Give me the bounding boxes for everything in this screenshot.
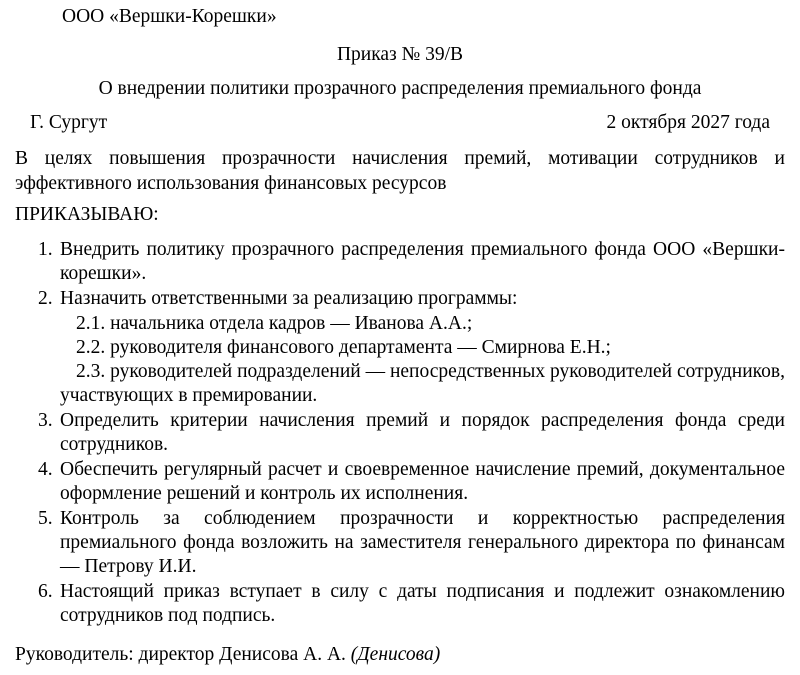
order-date: 2 октября 2027 года (606, 112, 770, 133)
signature-line (15, 644, 440, 666)
city: Г. Сургут (30, 112, 108, 133)
list-item (0, 238, 800, 286)
subitem: 2.3. руководителей подразделений — непосредственных руководителей сотрудников, участвующих в премировании. (60, 361, 785, 406)
signature-label: Руководитель: директор Денисова А. А. (15, 644, 346, 665)
subitem: 2.1. начальника отдела кадров — Иванова А.А.; (76, 313, 473, 334)
item-text: Настоящий приказ вступает в силу с даты подписания и подлежит ознакомлению сотрудников под подпись. (60, 581, 785, 626)
item-number: 5. (38, 508, 53, 529)
item-text: Внедрить политику прозрачного распределения премиального фонда ООО «Вершки-корешки». (60, 239, 785, 284)
item-number: 1. (38, 239, 53, 260)
preamble: В целях повышения прозрачности начисления премий, мотивации сотрудников и эффективного использования финансовых ресурсов (15, 148, 785, 194)
item-text: Обеспечить регулярный расчет и своевременное начисление премий, документальное оформление решений и контроль их исполнения. (60, 459, 785, 504)
list-item (0, 287, 800, 311)
list-item (0, 507, 800, 579)
item-text: Назначить ответственными за реализацию программы: (60, 288, 518, 309)
organization-name: ООО «Вершки-Корешки» (62, 6, 277, 27)
list-item (0, 458, 800, 506)
subitem: 2.2. руководителя финансового департамента — Смирнова Е.Н.; (76, 337, 611, 358)
item-text: Контроль за соблюдением прозрачности и корректностью распределения премиального фонда возложить на заместителя генерального директора по финансам — Петрову И.И. (60, 508, 785, 577)
list-item (0, 409, 800, 457)
order-word: ПРИКАЗЫВАЮ: (15, 204, 159, 225)
list-item (0, 580, 800, 628)
signature-name: (Денисова) (350, 644, 441, 665)
item-number: 3. (38, 410, 53, 431)
order-items (0, 238, 800, 629)
order-title: Приказ № 39/В (336, 44, 464, 65)
item-number: 2. (38, 288, 53, 309)
item-number: 6. (38, 581, 53, 602)
order-subject: О внедрении политики прозрачного распределения премиального фонда (98, 78, 702, 99)
item-number: 4. (38, 459, 53, 480)
item-text: Определить критерии начисления премий и порядок распределения фонда среди сотрудников. (60, 410, 785, 455)
